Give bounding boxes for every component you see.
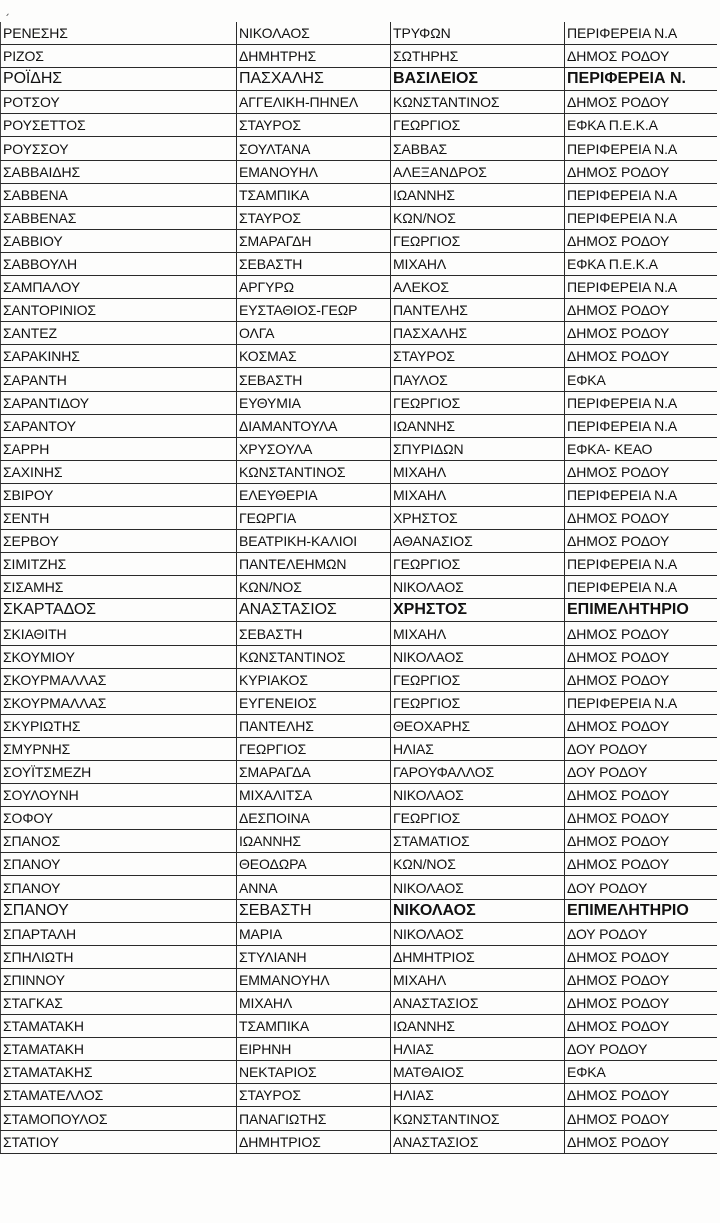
father-name-cell: ΝΙΚΟΛΑΟΣ [391, 922, 565, 945]
table-row [1, 576, 717, 599]
organization-cell: ΠΕΡΙΦΕΡΕΙΑ Ν.Α [565, 391, 717, 414]
table-row [1, 1084, 717, 1107]
organization-cell: ΕΦΚΑ Π.Ε.Κ.Α [565, 114, 717, 137]
father-name-cell: ΜΙΧΑΗΛ [391, 968, 565, 991]
organization-cell: ΔΗΜΟΣ ΡΟΔΟΥ [565, 322, 717, 345]
organization-cell: ΕΠΙΜΕΛΗΤΗΡΙΟ [565, 899, 717, 922]
father-name-cell: ΚΩΝΣΤΑΝΤΙΝΟΣ [391, 91, 565, 114]
father-name-cell: ΓΕΩΡΓΙΟΣ [391, 114, 565, 137]
surname-cell: ΣΤΑΜΑΤΑΚΗ [1, 1015, 237, 1038]
father-name-cell: ΧΡΗΣΤΟΣ [391, 599, 565, 622]
father-name-cell: ΓΕΩΡΓΙΟΣ [391, 391, 565, 414]
surname-cell: ΣΚΟΥΡΜΑΛΛΑΣ [1, 691, 237, 714]
first-name-cell: ΔΕΣΠΟΙΝΑ [237, 807, 391, 830]
table-row [1, 322, 717, 345]
father-name-cell: ΓΕΩΡΓΙΟΣ [391, 807, 565, 830]
surname-cell: ΣΠΑΝΟΥ [1, 876, 237, 899]
table-row [1, 368, 717, 391]
organization-cell: ΔΗΜΟΣ ΡΟΔΟΥ [565, 91, 717, 114]
surname-cell: ΣΚΥΡΙΩΤΗΣ [1, 714, 237, 737]
table-row [1, 899, 717, 922]
organization-cell: ΠΕΡΙΦΕΡΕΙΑ Ν.Α [565, 137, 717, 160]
organization-cell: ΔΗΜΟΣ ΡΟΔΟΥ [565, 1084, 717, 1107]
organization-cell: ΔΗΜΟΣ ΡΟΔΟΥ [565, 460, 717, 483]
table-row [1, 968, 717, 991]
surname-cell: ΡΟΥΣΣΟΥ [1, 137, 237, 160]
table-row [1, 876, 717, 899]
table-row [1, 114, 717, 137]
surname-cell: ΣΑΝΤΕΖ [1, 322, 237, 345]
organization-cell: ΔΗΜΟΣ ΡΟΔΟΥ [565, 45, 717, 68]
surname-cell: ΣΠΑΝΟΣ [1, 830, 237, 853]
table-row [1, 206, 717, 229]
first-name-cell: ΣΤΑΥΡΟΣ [237, 114, 391, 137]
father-name-cell: ΗΛΙΑΣ [391, 1038, 565, 1061]
first-name-cell: ΕΙΡΗΝΗ [237, 1038, 391, 1061]
organization-cell: ΔΗΜΟΣ ΡΟΔΟΥ [565, 1107, 717, 1130]
first-name-cell: ΤΣΑΜΠΙΚΑ [237, 183, 391, 206]
table-row [1, 22, 717, 45]
father-name-cell: ΠΑΣΧΑΛΗΣ [391, 322, 565, 345]
surname-cell: ΣΑΒΒΟΥΛΗ [1, 252, 237, 275]
father-name-cell: ΝΙΚΟΛΑΟΣ [391, 576, 565, 599]
organization-cell: ΕΦΚΑ [565, 368, 717, 391]
first-name-cell: ΣΤΥΛΙΑΝΗ [237, 945, 391, 968]
organization-cell: ΔΗΜΟΣ ΡΟΔΟΥ [565, 784, 717, 807]
organization-cell: ΕΦΚΑ [565, 1061, 717, 1084]
table-row [1, 183, 717, 206]
surname-cell: ΣΑΜΠΑΛΟΥ [1, 276, 237, 299]
surname-cell: ΣΟΦΟΥ [1, 807, 237, 830]
father-name-cell: ΣΠΥΡΙΔΩΝ [391, 437, 565, 460]
first-name-cell: ΠΑΝΤΕΛΗΣ [237, 714, 391, 737]
surname-cell: ΣΤΑΤΙΟΥ [1, 1130, 237, 1153]
surname-cell: ΡΟΥΣΕΤΤΟΣ [1, 114, 237, 137]
organization-cell: ΔΗΜΟΣ ΡΟΔΟΥ [565, 668, 717, 691]
organization-cell: ΔΗΜΟΣ ΡΟΔΟΥ [565, 530, 717, 553]
first-name-cell: ΣΜΑΡΑΓΔΑ [237, 761, 391, 784]
father-name-cell: ΙΩΑΝΝΗΣ [391, 183, 565, 206]
surname-cell: ΣΑΡΑΝΤΗ [1, 368, 237, 391]
father-name-cell: ΣΑΒΒΑΣ [391, 137, 565, 160]
first-name-cell: ΚΥΡΙΑΚΟΣ [237, 668, 391, 691]
surname-cell: ΣΕΡΒΟΥ [1, 530, 237, 553]
father-name-cell: ΚΩΝΣΤΑΝΤΙΝΟΣ [391, 1107, 565, 1130]
father-name-cell: ΑΛΕΚΟΣ [391, 276, 565, 299]
first-name-cell: ΒΕΑΤΡΙΚΗ-ΚΑΛΙΟΙ [237, 530, 391, 553]
first-name-cell: ΚΩΝΣΤΑΝΤΙΝΟΣ [237, 460, 391, 483]
first-name-cell: ΔΙΑΜΑΝΤΟΥΛΑ [237, 414, 391, 437]
surname-cell: ΣΑΡΑΝΤΙΔΟΥ [1, 391, 237, 414]
father-name-cell: ΒΑΣΙΛΕΙΟΣ [391, 68, 565, 91]
organization-cell: ΔΗΜΟΣ ΡΟΔΟΥ [565, 991, 717, 1014]
surname-cell: ΣΙΜΙΤΖΗΣ [1, 553, 237, 576]
father-name-cell: ΣΩΤΗΡΗΣ [391, 45, 565, 68]
organization-cell: ΕΦΚΑ- ΚΕΑΟ [565, 437, 717, 460]
organization-cell: ΠΕΡΙΦΕΡΕΙΑ Ν.Α [565, 206, 717, 229]
surname-cell: ΣΑΡΑΝΤΟΥ [1, 414, 237, 437]
first-name-cell: ΣΤΑΥΡΟΣ [237, 1084, 391, 1107]
surname-cell: ΣΑΡΡΗ [1, 437, 237, 460]
organization-cell: ΔΟΥ ΡΟΔΟΥ [565, 922, 717, 945]
first-name-cell: ΣΟΥΛΤΑΝΑ [237, 137, 391, 160]
first-name-cell: ΠΑΣΧΑΛΗΣ [237, 68, 391, 91]
father-name-cell: ΚΩΝ/ΝΟΣ [391, 853, 565, 876]
father-name-cell: ΣΤΑΥΡΟΣ [391, 345, 565, 368]
table-row [1, 483, 717, 506]
father-name-cell: ΣΤΑΜΑΤΙΟΣ [391, 830, 565, 853]
surname-cell: ΣΤΑΜΟΠΟΥΛΟΣ [1, 1107, 237, 1130]
first-name-cell: ΠΑΝΑΓΙΩΤΗΣ [237, 1107, 391, 1130]
organization-cell: ΔΗΜΟΣ ΡΟΔΟΥ [565, 714, 717, 737]
table-row [1, 853, 717, 876]
first-name-cell: ΑΝΑΣΤΑΣΙΟΣ [237, 599, 391, 622]
organization-cell: ΔΗΜΟΣ ΡΟΔΟΥ [565, 968, 717, 991]
father-name-cell: ΠΑΥΛΟΣ [391, 368, 565, 391]
first-name-cell: ΧΡΥΣΟΥΛΑ [237, 437, 391, 460]
table-row [1, 553, 717, 576]
surname-cell: ΣΑΒΒΕΝΑ [1, 183, 237, 206]
surname-cell: ΣΚΙΑΘΙΤΗ [1, 622, 237, 645]
first-name-cell: ΜΙΧΑΛΙΤΣΑ [237, 784, 391, 807]
father-name-cell: ΑΛΕΞΑΝΔΡΟΣ [391, 160, 565, 183]
table-row [1, 45, 717, 68]
roster-table [0, 22, 717, 1154]
surname-cell: ΣΑΒΒΙΟΥ [1, 229, 237, 252]
organization-cell: ΠΕΡΙΦΕΡΕΙΑ Ν.Α [565, 483, 717, 506]
organization-cell: ΔΟΥ ΡΟΔΟΥ [565, 761, 717, 784]
first-name-cell: ΜΙΧΑΗΛ [237, 991, 391, 1014]
first-name-cell: ΓΕΩΡΓΙΑ [237, 506, 391, 529]
father-name-cell: ΜΙΧΑΗΛ [391, 252, 565, 275]
organization-cell: ΠΕΡΙΦΕΡΕΙΑ Ν.Α [565, 276, 717, 299]
first-name-cell: ΕΥΣΤΑΘΙΟΣ-ΓΕΩΡ [237, 299, 391, 322]
first-name-cell: ΚΟΣΜΑΣ [237, 345, 391, 368]
surname-cell: ΣΟΥΪΤΣΜΕΖΗ [1, 761, 237, 784]
first-name-cell: ΜΑΡΙΑ [237, 922, 391, 945]
surname-cell: ΣΠΙΝΝΟΥ [1, 968, 237, 991]
first-name-cell: ΝΙΚΟΛΑΟΣ [237, 22, 391, 45]
father-name-cell: ΝΙΚΟΛΑΟΣ [391, 784, 565, 807]
first-name-cell: ΔΗΜΗΤΡΙΟΣ [237, 1130, 391, 1153]
surname-cell: ΣΠΑΡΤΑΛΗ [1, 922, 237, 945]
table-row [1, 1038, 717, 1061]
surname-cell: ΣΑΒΒΑΙΔΗΣ [1, 160, 237, 183]
organization-cell: ΠΕΡΙΦΕΡΕΙΑ Ν.Α [565, 553, 717, 576]
table-row [1, 68, 717, 91]
roster-body [1, 22, 717, 1153]
first-name-cell: ΕΥΘΥΜΙΑ [237, 391, 391, 414]
father-name-cell: ΜΙΧΑΗΛ [391, 483, 565, 506]
first-name-cell: ΝΕΚΤΑΡΙΟΣ [237, 1061, 391, 1084]
first-name-cell: ΚΩΝΣΤΑΝΤΙΝΟΣ [237, 645, 391, 668]
organization-cell: ΔΗΜΟΣ ΡΟΔΟΥ [565, 645, 717, 668]
father-name-cell: ΔΗΜΗΤΡΙΟΣ [391, 945, 565, 968]
table-row [1, 91, 717, 114]
father-name-cell: ΙΩΑΝΝΗΣ [391, 414, 565, 437]
father-name-cell: ΗΛΙΑΣ [391, 737, 565, 760]
first-name-cell: ΠΑΝΤΕΛΕΗΜΩΝ [237, 553, 391, 576]
surname-cell: ΡΟΪΔΗΣ [1, 68, 237, 91]
table-row [1, 414, 717, 437]
first-name-cell: ΑΡΓΥΡΩ [237, 276, 391, 299]
father-name-cell: ΑΝΑΣΤΑΣΙΟΣ [391, 991, 565, 1014]
table-row [1, 160, 717, 183]
organization-cell: ΠΕΡΙΦΕΡΕΙΑ Ν. [565, 68, 717, 91]
table-row [1, 761, 717, 784]
surname-cell: ΣΠΑΝΟΥ [1, 853, 237, 876]
table-row [1, 991, 717, 1014]
surname-cell: ΣΕΝΤΗ [1, 506, 237, 529]
table-row [1, 737, 717, 760]
surname-cell: ΣΤΑΜΑΤΑΚΗΣ [1, 1061, 237, 1084]
surname-cell: ΣΤΑΜΑΤΑΚΗ [1, 1038, 237, 1061]
first-name-cell: ΙΩΑΝΝΗΣ [237, 830, 391, 853]
scan-mark: ˏ [4, 2, 10, 16]
first-name-cell: ΕΜΑΝΟΥΗΛ [237, 160, 391, 183]
father-name-cell: ΓΕΩΡΓΙΟΣ [391, 229, 565, 252]
table-row [1, 1015, 717, 1038]
organization-cell: ΕΠΙΜΕΛΗΤΗΡΙΟ [565, 599, 717, 622]
father-name-cell: ΜΑΤΘΑΙΟΣ [391, 1061, 565, 1084]
father-name-cell: ΓΕΩΡΓΙΟΣ [391, 553, 565, 576]
surname-cell: ΡΕΝΕΣΗΣ [1, 22, 237, 45]
first-name-cell: ΣΤΑΥΡΟΣ [237, 206, 391, 229]
organization-cell: ΔΟΥ ΡΟΔΟΥ [565, 1038, 717, 1061]
father-name-cell: ΝΙΚΟΛΑΟΣ [391, 899, 565, 922]
organization-cell: ΔΗΜΟΣ ΡΟΔΟΥ [565, 807, 717, 830]
father-name-cell: ΘΕΟΧΑΡΗΣ [391, 714, 565, 737]
surname-cell: ΣΒΙΡΟΥ [1, 483, 237, 506]
table-row [1, 807, 717, 830]
organization-cell: ΔΗΜΟΣ ΡΟΔΟΥ [565, 345, 717, 368]
table-row [1, 691, 717, 714]
organization-cell: ΠΕΡΙΦΕΡΕΙΑ Ν.Α [565, 691, 717, 714]
table-row [1, 345, 717, 368]
father-name-cell: ΑΘΑΝΑΣΙΟΣ [391, 530, 565, 553]
first-name-cell: ΔΗΜΗΤΡΗΣ [237, 45, 391, 68]
first-name-cell: ΣΕΒΑΣΤΗ [237, 622, 391, 645]
organization-cell: ΠΕΡΙΦΕΡΕΙΑ Ν.Α [565, 576, 717, 599]
table-row [1, 137, 717, 160]
organization-cell: ΔΗΜΟΣ ΡΟΔΟΥ [565, 830, 717, 853]
table-row [1, 945, 717, 968]
organization-cell: ΔΗΜΟΣ ΡΟΔΟΥ [565, 160, 717, 183]
first-name-cell: ΓΕΩΡΓΙΟΣ [237, 737, 391, 760]
organization-cell: ΔΗΜΟΣ ΡΟΔΟΥ [565, 229, 717, 252]
table-row [1, 645, 717, 668]
table-row [1, 622, 717, 645]
father-name-cell: ΤΡΥΦΩΝ [391, 22, 565, 45]
first-name-cell: ΕΛΕΥΘΕΡΙΑ [237, 483, 391, 506]
father-name-cell: ΧΡΗΣΤΟΣ [391, 506, 565, 529]
surname-cell: ΣΑΝΤΟΡΙΝΙΟΣ [1, 299, 237, 322]
table-row [1, 252, 717, 275]
table-row [1, 391, 717, 414]
surname-cell: ΣΚΟΥΡΜΑΛΛΑΣ [1, 668, 237, 691]
first-name-cell: ΑΓΓΕΛΙΚΗ-ΠΗΝΕΛ [237, 91, 391, 114]
surname-cell: ΣΠΗΛΙΩΤΗ [1, 945, 237, 968]
father-name-cell: ΙΩΑΝΝΗΣ [391, 1015, 565, 1038]
first-name-cell: ΘΕΟΔΩΡΑ [237, 853, 391, 876]
first-name-cell: ΤΣΑΜΠΙΚΑ [237, 1015, 391, 1038]
table-row [1, 299, 717, 322]
first-name-cell: ΕΜΜΑΝΟΥΗΛ [237, 968, 391, 991]
father-name-cell: ΝΙΚΟΛΑΟΣ [391, 645, 565, 668]
organization-cell: ΔΗΜΟΣ ΡΟΔΟΥ [565, 945, 717, 968]
table-row [1, 668, 717, 691]
organization-cell: ΔΗΜΟΣ ΡΟΔΟΥ [565, 1130, 717, 1153]
first-name-cell: ΟΛΓΑ [237, 322, 391, 345]
surname-cell: ΣΠΑΝΟΥ [1, 899, 237, 922]
table-row [1, 1107, 717, 1130]
first-name-cell: ΕΥΓΕΝΕΙΟΣ [237, 691, 391, 714]
first-name-cell: ΣΜΑΡΑΓΔΗ [237, 229, 391, 252]
organization-cell: ΠΕΡΙΦΕΡΕΙΑ Ν.Α [565, 414, 717, 437]
father-name-cell: ΗΛΙΑΣ [391, 1084, 565, 1107]
father-name-cell: ΚΩΝ/ΝΟΣ [391, 206, 565, 229]
organization-cell: ΔΟΥ ΡΟΔΟΥ [565, 876, 717, 899]
surname-cell: ΣΑΡΑΚΙΝΗΣ [1, 345, 237, 368]
organization-cell: ΔΗΜΟΣ ΡΟΔΟΥ [565, 853, 717, 876]
father-name-cell: ΜΙΧΑΗΛ [391, 622, 565, 645]
father-name-cell: ΓΕΩΡΓΙΟΣ [391, 691, 565, 714]
first-name-cell: ΣΕΒΑΣΤΗ [237, 899, 391, 922]
father-name-cell: ΓΕΩΡΓΙΟΣ [391, 668, 565, 691]
first-name-cell: ΣΕΒΑΣΤΗ [237, 252, 391, 275]
organization-cell: ΔΟΥ ΡΟΔΟΥ [565, 737, 717, 760]
table-row [1, 599, 717, 622]
table-row [1, 784, 717, 807]
first-name-cell: ΑΝΝΑ [237, 876, 391, 899]
organization-cell: ΕΦΚΑ Π.Ε.Κ.Α [565, 252, 717, 275]
surname-cell: ΣΑΒΒΕΝΑΣ [1, 206, 237, 229]
surname-cell: ΣΟΥΛΟΥΝΗ [1, 784, 237, 807]
surname-cell: ΣΑΧΙΝΗΣ [1, 460, 237, 483]
surname-cell: ΣΙΣΑΜΗΣ [1, 576, 237, 599]
surname-cell: ΣΚΑΡΤΑΔΟΣ [1, 599, 237, 622]
table-row [1, 229, 717, 252]
organization-cell: ΠΕΡΙΦΕΡΕΙΑ Ν.Α [565, 183, 717, 206]
father-name-cell: ΓΑΡΟΥΦΑΛΛΟΣ [391, 761, 565, 784]
organization-cell: ΔΗΜΟΣ ΡΟΔΟΥ [565, 1015, 717, 1038]
organization-cell: ΠΕΡΙΦΕΡΕΙΑ Ν.Α [565, 22, 717, 45]
table-row [1, 506, 717, 529]
table-row [1, 922, 717, 945]
surname-cell: ΡΙΖΟΣ [1, 45, 237, 68]
table-row [1, 276, 717, 299]
father-name-cell: ΝΙΚΟΛΑΟΣ [391, 876, 565, 899]
first-name-cell: ΣΕΒΑΣΤΗ [237, 368, 391, 391]
table-row [1, 1130, 717, 1153]
table-row [1, 830, 717, 853]
organization-cell: ΔΗΜΟΣ ΡΟΔΟΥ [565, 299, 717, 322]
table-row [1, 530, 717, 553]
organization-cell: ΔΗΜΟΣ ΡΟΔΟΥ [565, 506, 717, 529]
surname-cell: ΣΜΥΡΝΗΣ [1, 737, 237, 760]
surname-cell: ΣΚΟΥΜΙΟΥ [1, 645, 237, 668]
table-row [1, 460, 717, 483]
table-row [1, 1061, 717, 1084]
father-name-cell: ΠΑΝΤΕΛΗΣ [391, 299, 565, 322]
surname-cell: ΡΟΤΣΟΥ [1, 91, 237, 114]
first-name-cell: ΚΩΝ/ΝΟΣ [237, 576, 391, 599]
father-name-cell: ΜΙΧΑΗΛ [391, 460, 565, 483]
surname-cell: ΣΤΑΜΑΤΕΛΛΟΣ [1, 1084, 237, 1107]
table-row [1, 714, 717, 737]
surname-cell: ΣΤΑΓΚΑΣ [1, 991, 237, 1014]
organization-cell: ΔΗΜΟΣ ΡΟΔΟΥ [565, 622, 717, 645]
table-row [1, 437, 717, 460]
father-name-cell: ΑΝΑΣΤΑΣΙΟΣ [391, 1130, 565, 1153]
